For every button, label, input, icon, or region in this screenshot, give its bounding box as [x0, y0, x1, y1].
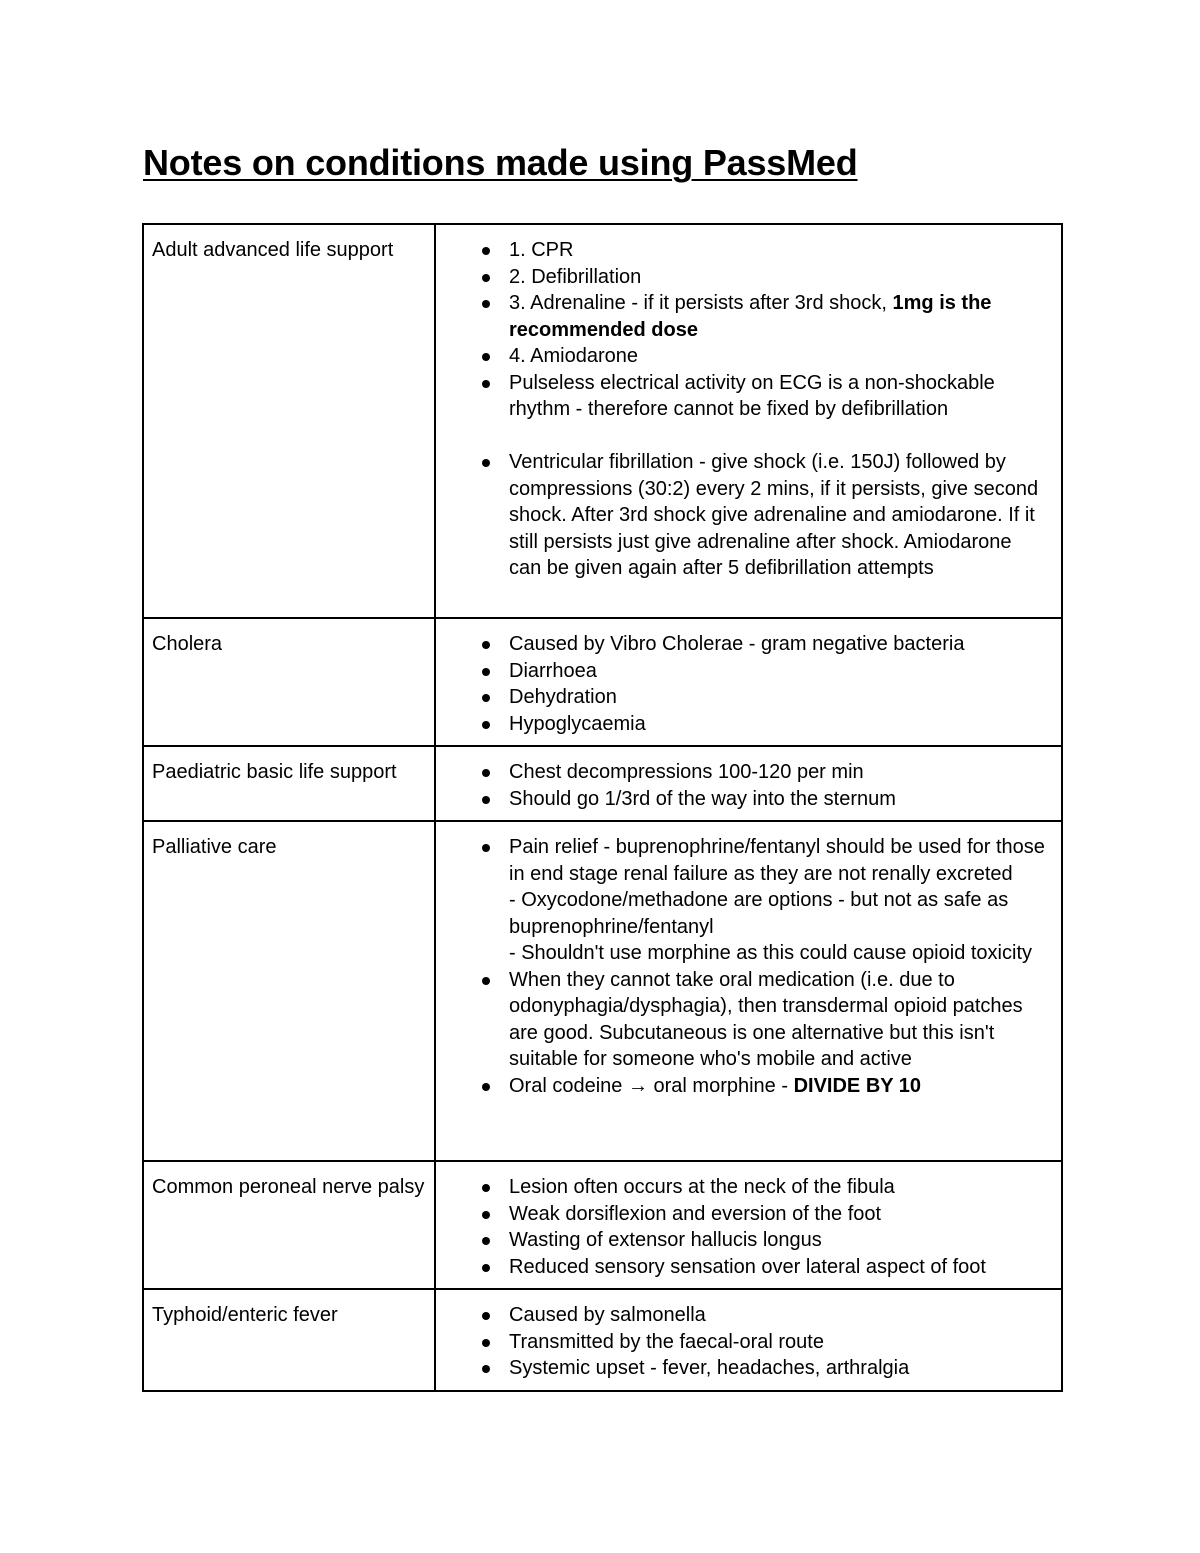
- bullet-emphasis: 1mg is the recommended dose: [509, 292, 992, 341]
- bullet-item: Hypoglycaemia: [446, 711, 1045, 738]
- condition-name: Adult advanced life support: [152, 239, 394, 261]
- condition-name: Paediatric basic life support: [152, 761, 397, 783]
- notes-cell: [435, 1161, 1062, 1289]
- condition-name: Typhoid/enteric fever: [152, 1304, 338, 1326]
- bullet-subpoint: - Shouldn't use morphine as this could cause opioid toxicity: [509, 942, 1032, 964]
- bullet-list: [446, 759, 1045, 812]
- condition-name: Common peroneal nerve palsy: [152, 1176, 425, 1198]
- bullet-item: Wasting of extensor hallucis longus: [446, 1227, 1045, 1254]
- table-row: [143, 224, 1062, 618]
- condition-name: Cholera: [152, 633, 223, 655]
- bullet-item: Dehydration: [446, 684, 1045, 711]
- bullet-list: [446, 1302, 1045, 1382]
- condition-cell: [143, 821, 435, 1161]
- bullet-list: [446, 237, 1045, 582]
- bullet-subpoint: - Oxycodone/methadone are options - but not as safe as buprenophrine/fentanyl: [509, 889, 1009, 938]
- condition-name: Palliative care: [152, 836, 277, 858]
- bullet-item: Ventricular fibrillation - give shock (i.e. 150J) followed by compressions (30:2) every 2 mins, if it persists, give second shock. After 3rd shock give adrenaline and amiodarone. If it still persists just give adrenaline after shock. Amiodarone can be given again after 5 defibrillation attempts: [446, 449, 1045, 582]
- table-row: [143, 746, 1062, 821]
- bullet-item: Should go 1/3rd of the way into the sternum: [446, 786, 1045, 813]
- notes-cell: [435, 1289, 1062, 1391]
- bullet-list: [446, 631, 1045, 737]
- table-row: [143, 1289, 1062, 1391]
- bullet-item: Caused by salmonella: [446, 1302, 1045, 1329]
- bullet-item: Pulseless electrical activity on ECG is a non-shockable rhythm - therefore cannot be fixed by defibrillation: [446, 370, 1045, 423]
- bullet-list: [446, 834, 1045, 1099]
- bullet-text: Pain relief - buprenophrine/fentanyl should be used for those in end stage renal failure as they are not renally excreted: [509, 836, 1045, 885]
- bullet-text: 3. Adrenaline - if it persists after 3rd shock,: [509, 292, 893, 314]
- bullet-item: Chest decompressions 100-120 per min: [446, 759, 1045, 786]
- notes-cell: [435, 746, 1062, 821]
- bullet-item: 1. CPR: [446, 237, 1045, 264]
- page-title: Notes on conditions made using PassMed: [143, 142, 858, 183]
- table-row: [143, 618, 1062, 746]
- bullet-item: Weak dorsiflexion and eversion of the foot: [446, 1201, 1045, 1228]
- bullet-item: [446, 290, 1045, 343]
- condition-cell: [143, 224, 435, 618]
- condition-cell: [143, 618, 435, 746]
- notes-cell: [435, 821, 1062, 1161]
- condition-cell: [143, 1161, 435, 1289]
- bullet-item: Systemic upset - fever, headaches, arthralgia: [446, 1355, 1045, 1382]
- conditions-table: [142, 223, 1063, 1392]
- bullet-item: 2. Defibrillation: [446, 264, 1045, 291]
- bullet-item: 4. Amiodarone: [446, 343, 1045, 370]
- condition-cell: [143, 1289, 435, 1391]
- table-row: [143, 1161, 1062, 1289]
- bullet-item: Caused by Vibro Cholerae - gram negative bacteria: [446, 631, 1045, 658]
- bullet-text: Oral codeine → oral morphine -: [509, 1074, 794, 1097]
- bullet-item: [446, 1073, 1045, 1100]
- bullet-item: Lesion often occurs at the neck of the fibula: [446, 1174, 1045, 1201]
- notes-cell: [435, 618, 1062, 746]
- notes-cell: [435, 224, 1062, 618]
- bullet-list: [446, 1174, 1045, 1280]
- bullet-item: Reduced sensory sensation over lateral aspect of foot: [446, 1254, 1045, 1281]
- condition-cell: [143, 746, 435, 821]
- bullet-item: Diarrhoea: [446, 658, 1045, 685]
- bullet-item: Transmitted by the faecal-oral route: [446, 1329, 1045, 1356]
- bullet-item: When they cannot take oral medication (i.e. due to odonyphagia/dysphagia), then transdermal opioid patches are good. Subcutaneous is one alternative but this isn't suitable for someone who's mobile and active: [446, 967, 1045, 1073]
- table-row: [143, 821, 1062, 1161]
- bullet-emphasis: DIVIDE BY 10: [793, 1074, 922, 1097]
- bullet-item: [446, 834, 1045, 967]
